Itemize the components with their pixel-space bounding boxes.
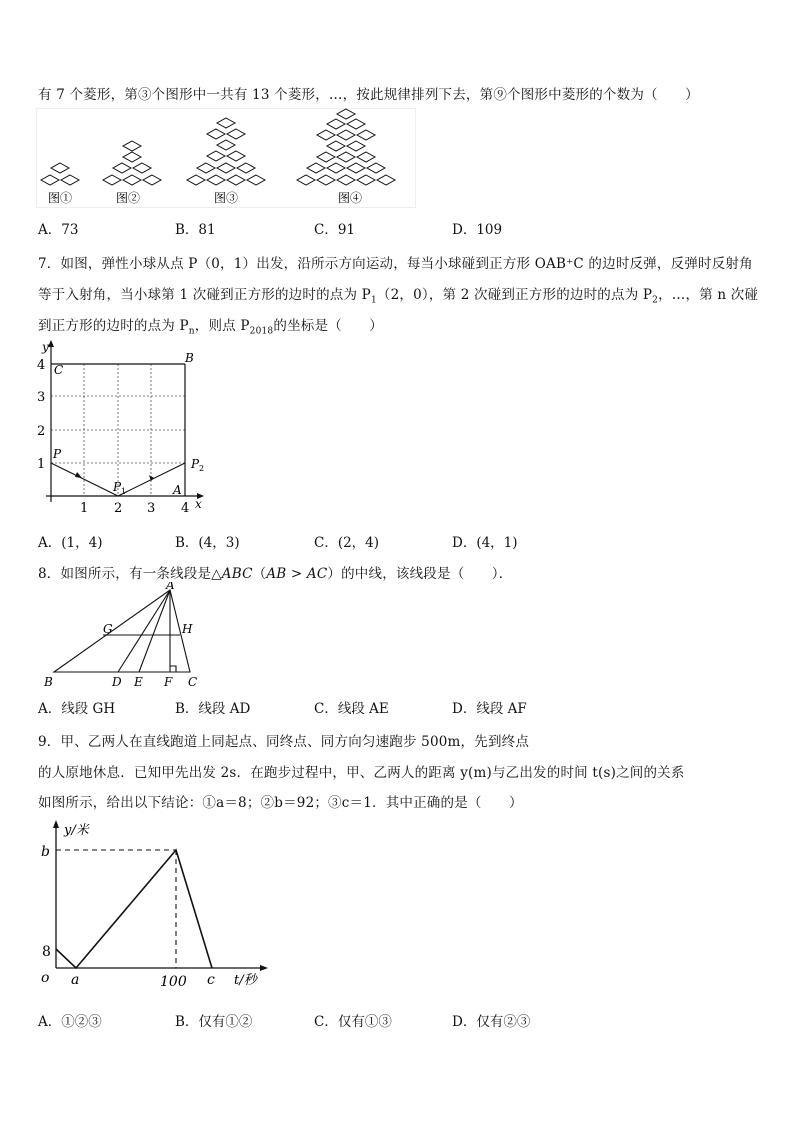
q6-option-c[interactable]: C．91 <box>314 222 356 238</box>
graph-origin-label: o <box>41 970 50 986</box>
tri-label-b: B <box>44 675 53 689</box>
q7-line2: 等于入射角，当小球第 1 次碰到正方形的边时的点为 $P_1(2$，0），第 2 次碰到正方形的边时的点为 $P_2$，…，第 n 次碰 <box>38 287 759 306</box>
y-tick-3: 3 <box>37 390 46 405</box>
tri-label-a: A <box>166 582 175 592</box>
fig-label-1: 图① <box>48 191 73 205</box>
q9-line2: 的人原地休息．已知甲先出发 2s．在跑步过程中，甲、乙两人的距离 y(m)与乙出发的时间 t(s)之间的关系 <box>38 765 685 781</box>
tri-label-h: H <box>182 622 193 636</box>
q8-option-b[interactable]: B．线段 AD <box>175 701 251 717</box>
q6-option-d[interactable]: D．109 <box>452 222 503 238</box>
graph-y-label: y/米 <box>64 823 89 838</box>
q9-option-d[interactable]: D．仅有②③ <box>452 1014 531 1030</box>
q9-line3: 如图所示，给出以下结论：①a＝8；②b＝92；③c＝1．其中正确的是（ ） <box>38 795 523 811</box>
q9-option-a[interactable]: A．①②③ <box>38 1014 102 1030</box>
q6-option-b[interactable]: B．81 <box>175 222 216 238</box>
y-axis-label: y <box>42 340 49 354</box>
tri-label-e: E <box>134 675 143 689</box>
label-p: P <box>53 447 62 461</box>
fig-label-4: 图④ <box>338 191 363 205</box>
q8-option-a[interactable]: A．线段 GH <box>38 701 116 717</box>
rhombus-pattern-figure <box>36 108 416 208</box>
graph-a-label: a <box>71 972 80 988</box>
y-tick-2: 2 <box>37 424 46 439</box>
label-p2-sub: 2 <box>199 464 205 473</box>
label-a: A <box>173 483 182 497</box>
q6-text: 有 7 个菱形，第③个图形中一共有 13 个菱形，…，按此规律排列下去，第⑨个图形中菱形的个数为（ ） <box>38 87 699 103</box>
q7-option-c[interactable]: C．(2，4) <box>314 535 380 551</box>
tri-label-g: G <box>103 622 113 636</box>
q9-line1: 9．甲、乙两人在直线跑道上同起点、同终点、同方向匀速跑步 500m，先到终点 <box>38 734 530 750</box>
label-p2: P <box>191 457 200 471</box>
x-axis-label: x <box>195 497 202 511</box>
graph-b-label: b <box>41 844 50 860</box>
x-tick-3: 3 <box>147 501 156 516</box>
distance-time-figure <box>36 820 286 995</box>
q8-option-d[interactable]: D．线段 AF <box>452 701 527 717</box>
q9-option-b[interactable]: B．仅有①② <box>175 1014 253 1030</box>
q7-option-b[interactable]: B．(4，3) <box>175 535 240 551</box>
graph-8-label: 8 <box>42 944 51 960</box>
graph-c-label: c <box>207 972 215 988</box>
fig-label-3: 图③ <box>214 191 239 205</box>
q9-option-c[interactable]: C．仅有①③ <box>314 1014 392 1030</box>
label-p1-sub: 1 <box>121 487 127 496</box>
q8-text: 8．如图所示，有一条线段是△ABC（AB > AC）的中线，该线段是（ ）． <box>38 566 513 582</box>
triangle-figure <box>40 582 210 692</box>
x-tick-4: 4 <box>181 501 190 516</box>
y-tick-1: 1 <box>37 457 46 472</box>
q7-option-a[interactable]: A．(1，4) <box>38 535 103 551</box>
x-tick-2: 2 <box>114 501 123 516</box>
label-c: C <box>54 363 64 377</box>
bounce-grid-figure <box>32 338 212 518</box>
graph-100-label: 100 <box>160 974 187 990</box>
q8-option-c[interactable]: C．线段 AE <box>314 701 389 717</box>
tri-label-f: F <box>164 675 173 689</box>
x-tick-1: 1 <box>80 501 89 516</box>
tri-label-d: D <box>112 675 122 689</box>
label-b: B <box>185 351 194 365</box>
tri-label-c: C <box>188 675 198 689</box>
y-tick-4: 4 <box>37 358 46 373</box>
label-p1: P <box>113 480 122 494</box>
graph-x-label: t/秒 <box>234 973 257 988</box>
q6-option-a[interactable]: A．73 <box>38 222 79 238</box>
fig-label-2: 图② <box>116 191 141 205</box>
q7-line1: 7．如图，弹性小球从点 P（0，1）出发，沿所示方向运动，每当小球碰到正方形 OAB⁺C 的边时反弹，反弹时反射角 <box>38 256 753 272</box>
q7-option-d[interactable]: D．(4，1) <box>452 535 518 551</box>
q7-line3: 到正方形的边时的点为 $P_n$，则点 $P_{2018}$的坐标是（ ） <box>38 318 383 337</box>
